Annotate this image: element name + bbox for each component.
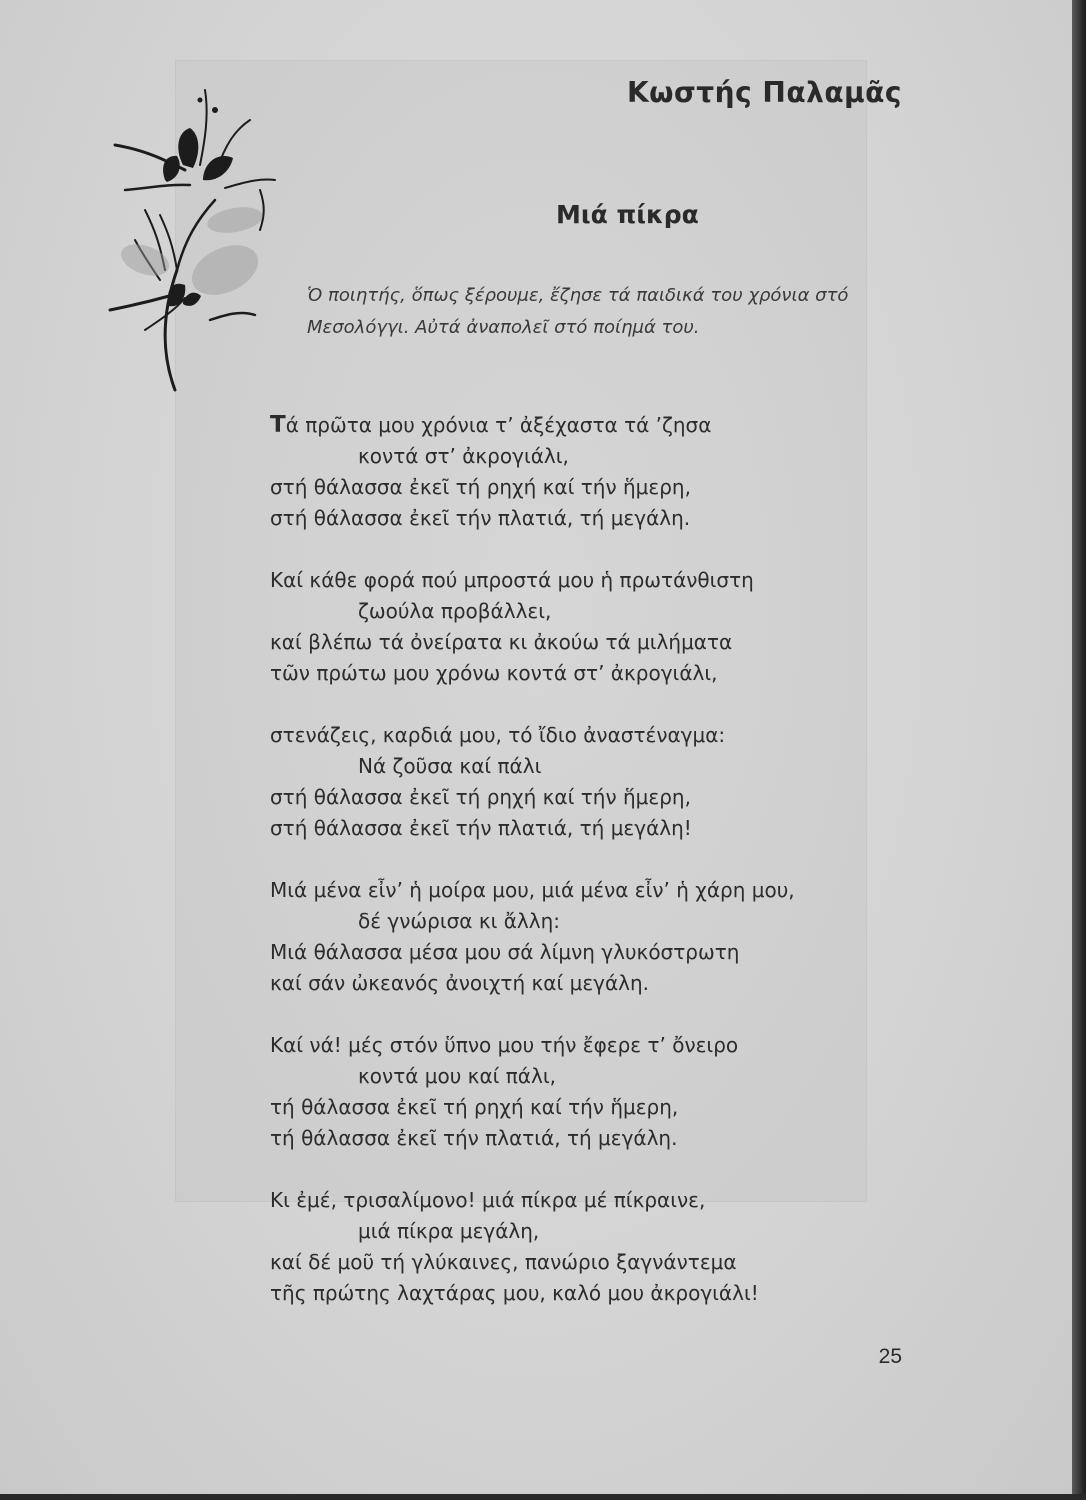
- poem-line: Μιά θάλασσα μέσα μου σά λίμνη γλυκόστρωτη: [270, 940, 740, 964]
- poem-line: [270, 410, 795, 441]
- poem-line: καί σάν ὠκεανός ἀνοιχτή καί μεγάλη.: [270, 971, 650, 995]
- stanza-6: [270, 1185, 795, 1309]
- book-spine-shadow: [1072, 0, 1086, 1500]
- poem-line: Καί νά! μές στόν ὕπνο μου τήν ἔφερε τ’ ὄνειρο: [270, 1033, 739, 1057]
- flower-ornament-icon: [105, 70, 280, 400]
- poem-line: τῆς πρώτης λαχτάρας μου, καλό μου ἀκρογιάλι!: [270, 1281, 759, 1305]
- poem-line: μιά πίκρα μεγάλη,: [358, 1219, 540, 1243]
- poem-line-text: ά πρῶτα μου χρόνια τ’ ἀξέχαστα τά ’ζησα: [285, 413, 712, 437]
- poem-line: Μιά μένα εἶν’ ἡ μοίρα μου, μιά μένα εἶν’ ἡ χάρη μου,: [270, 878, 795, 902]
- intro-note: [307, 280, 927, 344]
- page-number: 25: [878, 1345, 902, 1368]
- poem-line: στή θάλασσα ἐκεῖ τήν πλατιά, τή μεγάλη.: [270, 506, 691, 530]
- poem-line: τῶν πρώτω μου χρόνω κοντά στ’ ἀκρογιάλι,: [270, 661, 718, 685]
- poem-line: στή θάλασσα ἐκεῖ τήν πλατιά, τή μεγάλη!: [270, 816, 692, 840]
- intro-line: Ὁ ποιητής, ὅπως ξέρουμε, ἔζησε τά παιδικά του χρόνια στό: [307, 285, 849, 306]
- stanza-4: [270, 875, 795, 999]
- poem-line: κοντά στ’ ἀκρογιάλι,: [358, 444, 569, 468]
- poem-line: Νά ζοῦσα καί πάλι: [358, 754, 542, 778]
- stanza-5: [270, 1030, 795, 1154]
- stanza-1: [270, 410, 795, 534]
- bottom-edge-shadow: [0, 1494, 1086, 1500]
- poem-line: ζωούλα προβάλλει,: [358, 599, 552, 623]
- poem-line: στή θάλασσα ἐκεῖ τή ρηχή καί τήν ἥμερη,: [270, 475, 691, 499]
- poem-line: Καί κάθε φορά πού μπροστά μου ἡ πρωτάνθιστη: [270, 568, 754, 592]
- poem-line: τή θάλασσα ἐκεῖ τήν πλατιά, τή μεγάλη.: [270, 1126, 678, 1150]
- poem-body: [270, 410, 795, 1309]
- drop-cap: Τ: [270, 412, 286, 438]
- poem-line: καί βλέπω τά ὀνείρατα κι ἀκούω τά μιλήματα: [270, 630, 733, 654]
- intro-line: Μεσολόγγι. Αὐτά ἀναπολεῖ στό ποίημά του.: [307, 317, 700, 338]
- stanza-2: [270, 565, 795, 689]
- poem-line: Κι ἐμέ, τρισαλίμονο! μιά πίκρα μέ πίκραινε,: [270, 1188, 706, 1212]
- poem-line: κοντά μου καί πάλι,: [358, 1064, 556, 1088]
- poem-line: καί δέ μοῦ τή γλύκαινες, πανώριο ξαγνάντεμα: [270, 1250, 737, 1274]
- poem-line: δέ γνώρισα κι ἄλλη:: [358, 909, 561, 933]
- author-name: Κωστής Παλαμᾶς: [626, 76, 902, 109]
- poem-line: τή θάλασσα ἐκεῖ τή ρηχή καί τήν ἥμερη,: [270, 1095, 679, 1119]
- poem-line: στή θάλασσα ἐκεῖ τή ρηχή καί τήν ἥμερη,: [270, 785, 691, 809]
- poem-title: Μιά πίκρα: [556, 200, 699, 229]
- stanza-3: [270, 720, 795, 844]
- poem-line: στενάζεις, καρδιά μου, τό ἴδιο ἀναστέναγμα:: [270, 723, 726, 747]
